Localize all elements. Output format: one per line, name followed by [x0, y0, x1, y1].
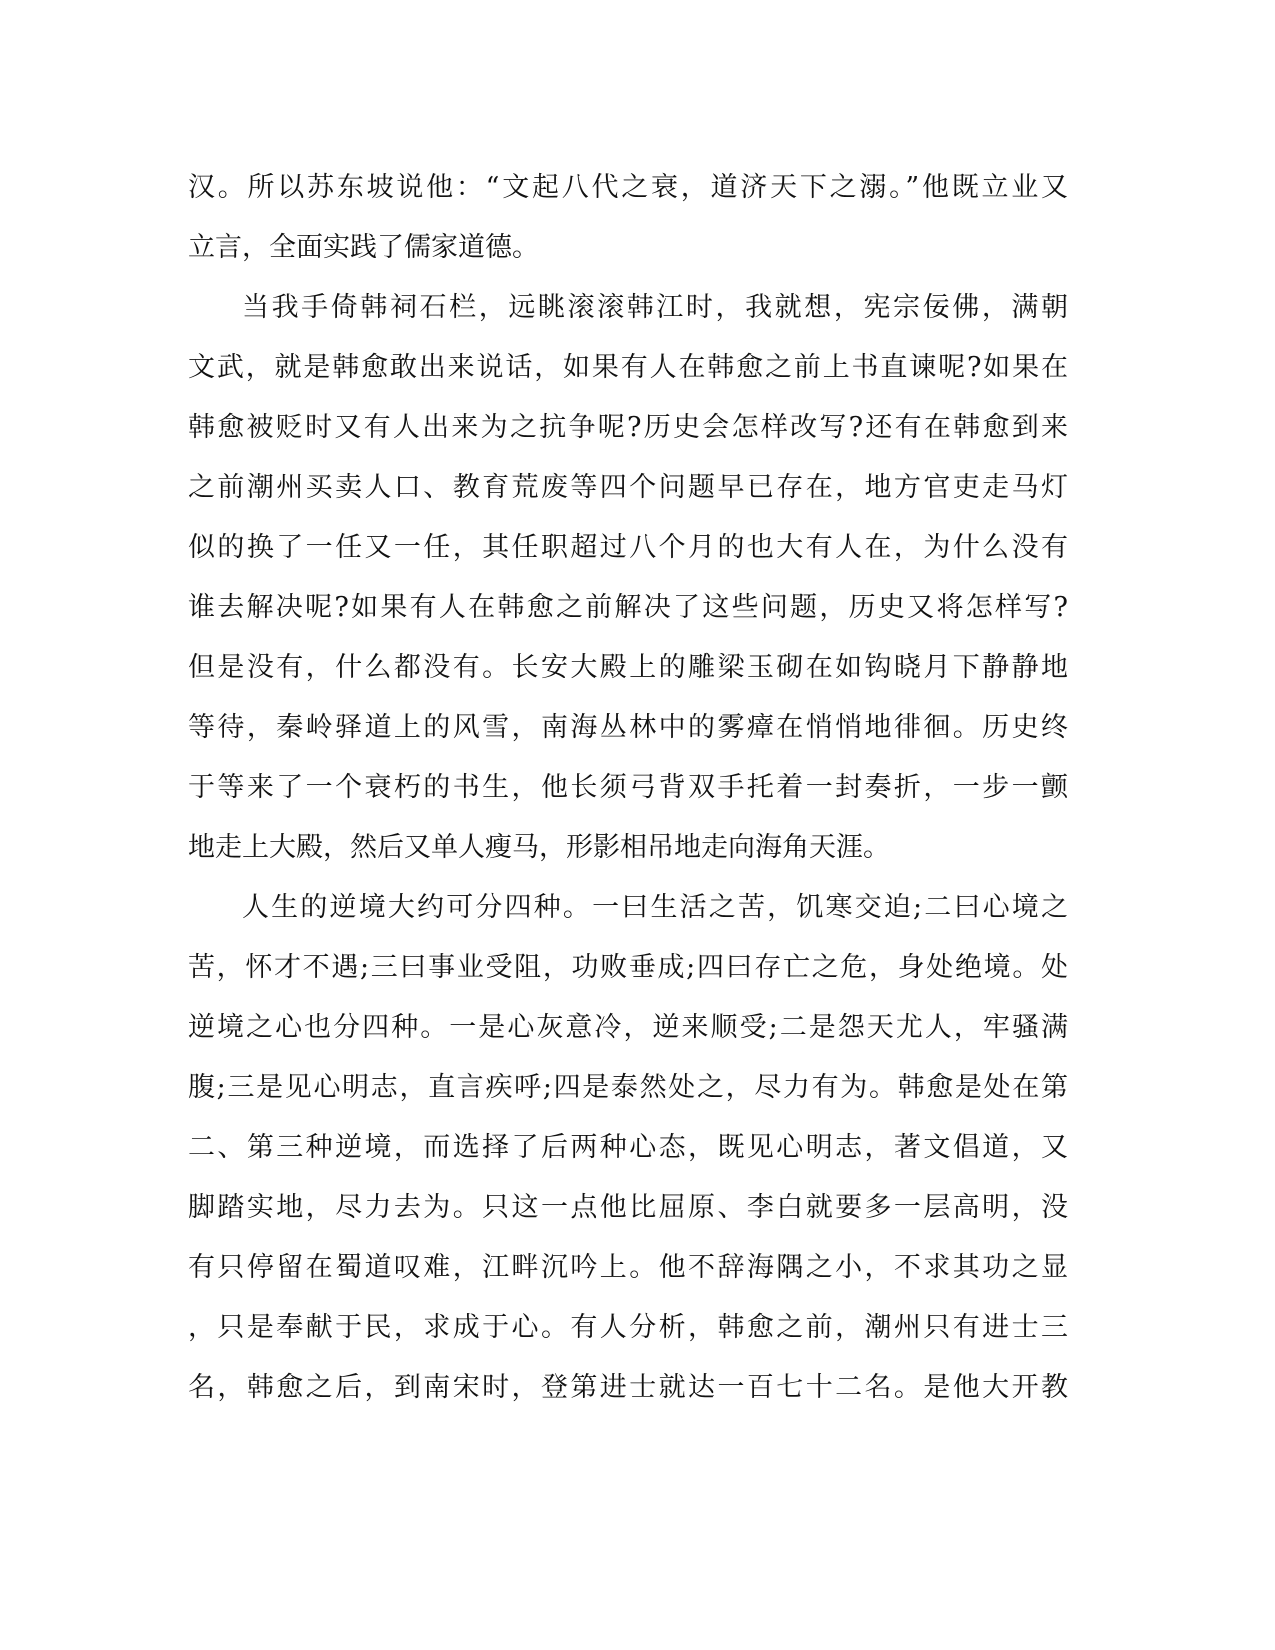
- paragraph-2-line-6: 谁去解决呢?如果有人在韩愈之前解决了这些问题，历史又将怎样写?: [188, 592, 1068, 623]
- paragraph-2-line-8: 等待，秦岭驿道上的风雪，南海丛林中的雾瘴在悄悄地徘徊。历史终: [188, 712, 1068, 743]
- paragraph-3-line-7: 有只停留在蜀道叹难，江畔沉吟上。他不辞海隅之小，不求其功之显: [188, 1252, 1068, 1283]
- paragraph-3-line-8: ，只是奉献于民，求成于心。有人分析，韩愈之前，潮州只有进士三: [188, 1312, 1068, 1343]
- paragraph-3-line-2: 苦，怀才不遇;三曰事业受阻，功败垂成;四曰存亡之危，身处绝境。处: [188, 952, 1068, 983]
- paragraph-2-line-1: 当我手倚韩祠石栏，远眺滚滚韩江时，我就想，宪宗佞佛，满朝: [242, 292, 1068, 323]
- paragraph-3-line-9: 名，韩愈之后，到南宋时，登第进士就达一百七十二名。是他大开教: [188, 1372, 1068, 1403]
- paragraph-2-line-2: 文武，就是韩愈敢出来说话，如果有人在韩愈之前上书直谏呢?如果在: [188, 352, 1068, 383]
- paragraph-3-line-6: 脚踏实地，尽力去为。只这一点他比屈原、李白就要多一层高明，没: [188, 1192, 1068, 1223]
- paragraph-3-line-5: 二、第三种逆境，而选择了后两种心态，既见心明志，著文倡道，又: [188, 1132, 1068, 1163]
- paragraph-2-line-10: 地走上大殿，然后又单人瘦马，形影相吊地走向海角天涯。: [188, 832, 890, 863]
- paragraph-2-line-3: 韩愈被贬时又有人出来为之抗争呢?历史会怎样改写?还有在韩愈到来: [188, 412, 1068, 443]
- paragraph-2-line-4: 之前潮州买卖人口、教育荒废等四个问题早已存在，地方官吏走马灯: [188, 472, 1068, 503]
- paragraph-3-line-1: 人生的逆境大约可分四种。一曰生活之苦，饥寒交迫;二曰心境之: [242, 892, 1068, 923]
- paragraph-2-line-9: 于等来了一个衰朽的书生，他长须弓背双手托着一封奏折，一步一颤: [188, 772, 1068, 803]
- paragraph-2-line-5: 似的换了一任又一任，其任职超过八个月的也大有人在，为什么没有: [188, 532, 1068, 563]
- document-body: [188, 158, 1068, 1418]
- paragraph-1-line-1: 汉。所以苏东坡说他：“文起八代之衰，道济天下之溺。”他既立业又: [188, 172, 1068, 203]
- paragraph-2-line-7: 但是没有，什么都没有。长安大殿上的雕梁玉砌在如钩晓月下静静地: [188, 652, 1068, 683]
- paragraph-3-line-4: 腹;三是见心明志，直言疾呼;四是泰然处之，尽力有为。韩愈是处在第: [188, 1072, 1068, 1103]
- paragraph-1-line-2: 立言，全面实践了儒家道德。: [188, 232, 539, 263]
- paragraph-3-line-3: 逆境之心也分四种。一是心灰意冷，逆来顺受;二是怨天尤人，牢骚满: [188, 1012, 1068, 1043]
